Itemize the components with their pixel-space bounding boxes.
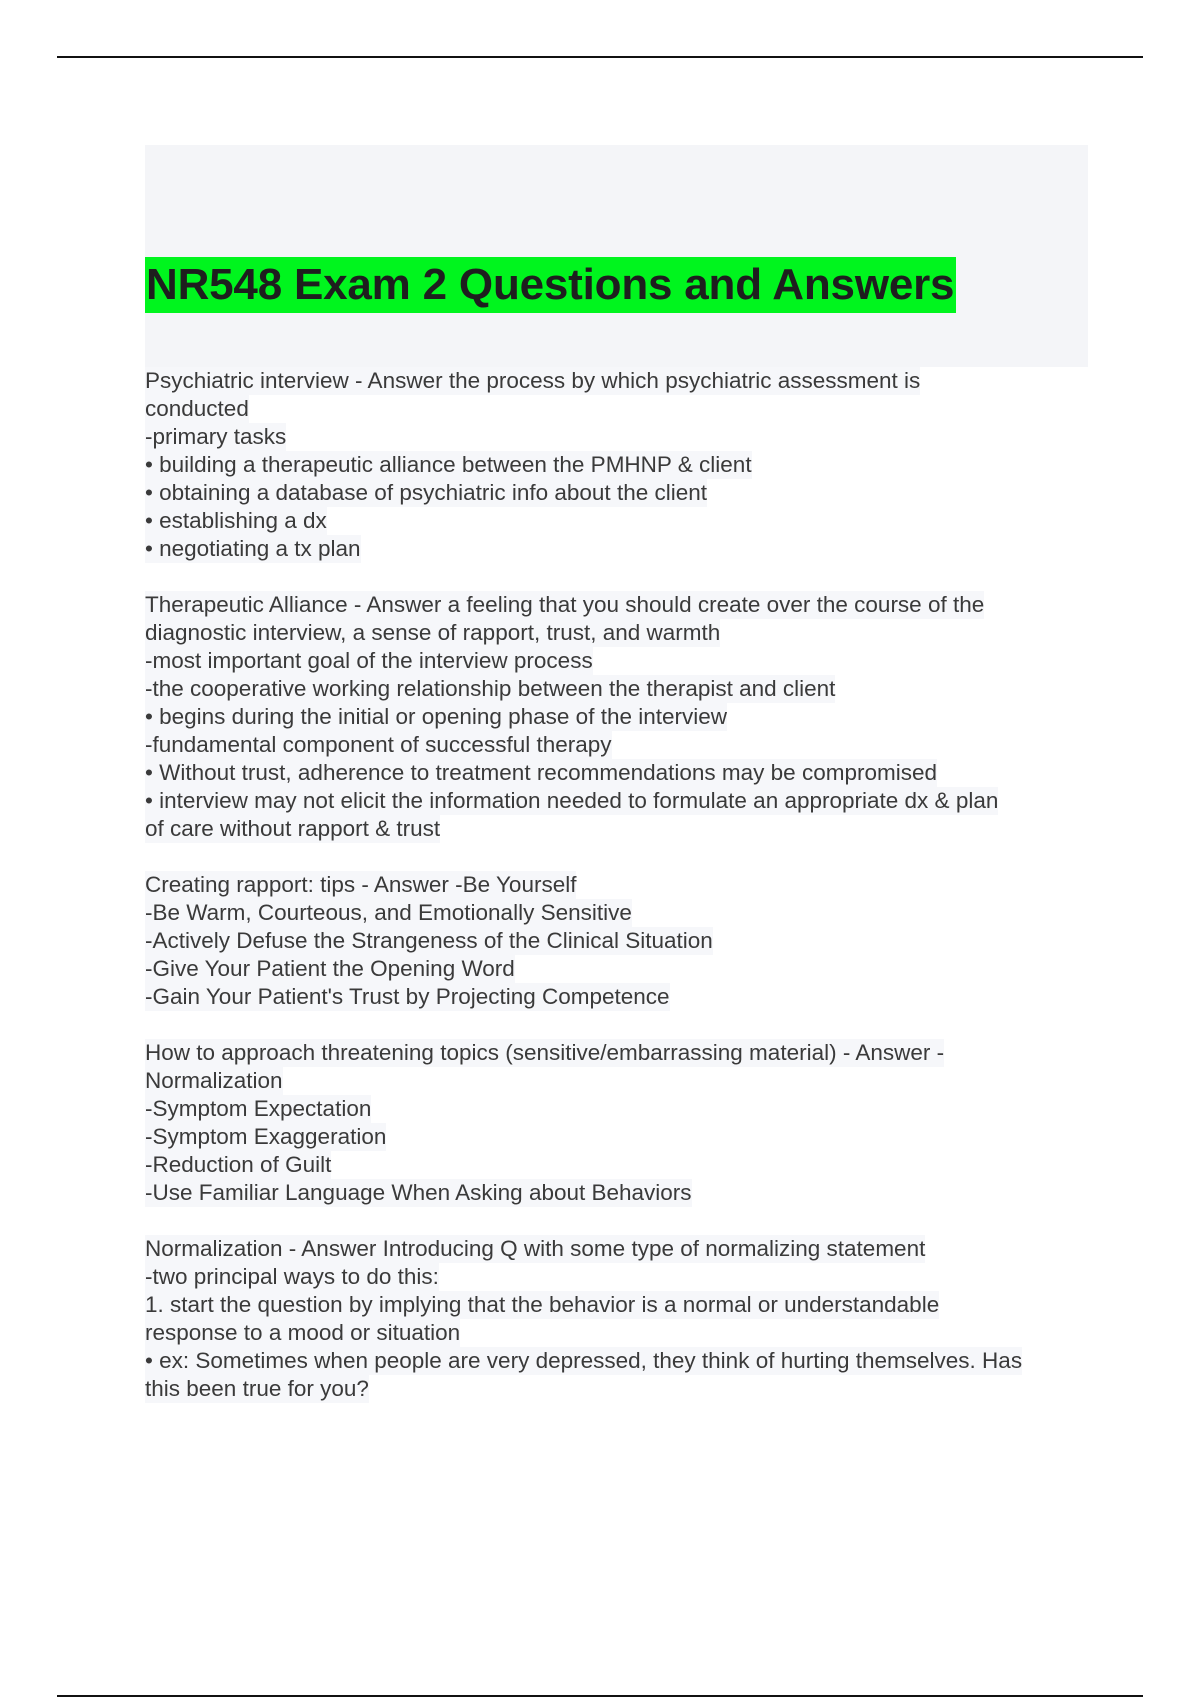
text-line: • ex: Sometimes when people are very depressed, they think of hurting themselves. Has [145,1348,1023,1373]
qa-item-normalization [145,1235,1105,1403]
qa-item-creating-rapport [145,871,1105,1011]
text-line: How to approach threatening topics (sensitive/embarrassing material) - Answer - [145,1040,945,1065]
text-line: • establishing a dx [145,508,327,533]
title-band [145,145,1088,367]
text-line: -the cooperative working relationship between the therapist and client [145,676,836,701]
text-line: -Give Your Patient the Opening Word [145,956,515,981]
qa-item-psychiatric-interview [145,367,1105,563]
text-line: • building a therapeutic alliance between the PMHNP & client [145,452,752,477]
text-line: -two principal ways to do this: [145,1264,439,1289]
text-line: of care without rapport & trust [145,816,441,841]
footer-rule [57,1695,1143,1697]
document-body [145,367,1105,1431]
text-line: -Gain Your Patient's Trust by Projecting Competence [145,984,670,1009]
text-line: • obtaining a database of psychiatric info about the client [145,480,707,505]
qa-item-threatening-topics [145,1039,1105,1207]
text-line: -Symptom Exaggeration [145,1124,387,1149]
text-line: • negotiating a tx plan [145,536,361,561]
text-line: -Be Warm, Courteous, and Emotionally Sensitive [145,900,632,925]
text-line: -fundamental component of successful therapy [145,732,612,757]
text-line: diagnostic interview, a sense of rapport, trust, and warmth [145,620,721,645]
text-line: -Symptom Expectation [145,1096,372,1121]
text-line: -Reduction of Guilt [145,1152,332,1177]
text-line: response to a mood or situation [145,1320,461,1345]
text-line: • interview may not elicit the information needed to formulate an appropriate dx & plan [145,788,999,813]
text-line: -Use Familiar Language When Asking about Behaviors [145,1180,692,1205]
text-line: -most important goal of the interview process [145,648,593,673]
text-line: Therapeutic Alliance - Answer a feeling that you should create over the course of the [145,592,985,617]
text-line: • begins during the initial or opening phase of the interview [145,704,728,729]
text-line: Normalization - Answer Introducing Q with some type of normalizing statement [145,1236,926,1261]
text-line: 1. start the question by implying that the behavior is a normal or understandable [145,1292,940,1317]
document-title: NR548 Exam 2 Questions and Answers [145,257,956,313]
text-line: • Without trust, adherence to treatment recommendations may be compromised [145,760,937,785]
text-line: Psychiatric interview - Answer the process by which psychiatric assessment is [145,368,921,393]
text-line: -Actively Defuse the Strangeness of the Clinical Situation [145,928,713,953]
text-line: Normalization [145,1068,283,1093]
text-line: this been true for you? [145,1376,369,1401]
text-line: -primary tasks [145,424,287,449]
text-line: conducted [145,396,249,421]
header-rule [57,56,1143,58]
text-line: Creating rapport: tips - Answer -Be Yourself [145,872,577,897]
qa-item-therapeutic-alliance [145,591,1105,843]
